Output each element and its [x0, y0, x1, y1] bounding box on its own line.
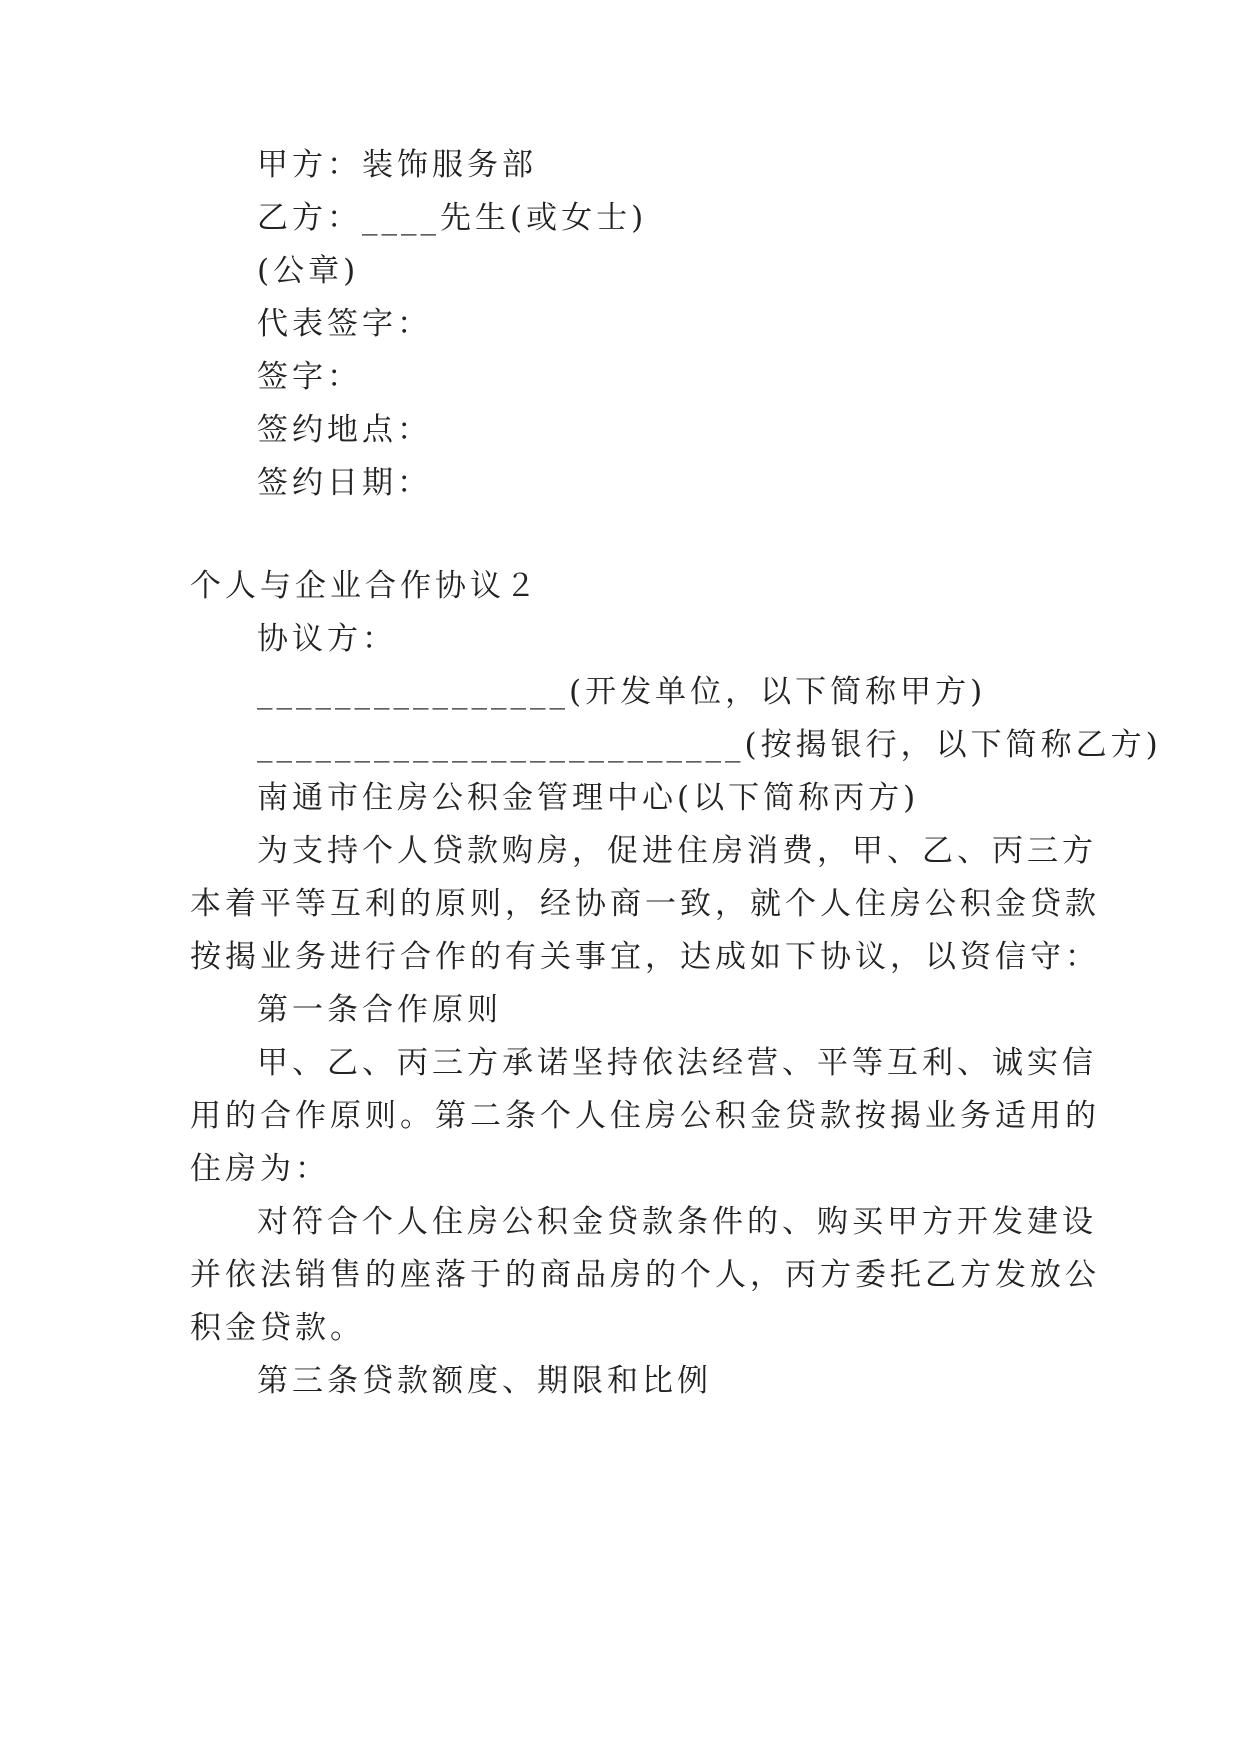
- article-2-line: 积金贷款。: [190, 1310, 365, 1346]
- representative-signature-line: 代表签字：: [257, 306, 432, 342]
- agreement-title: 个人与企业合作协议２: [190, 568, 540, 604]
- signing-place-line: 签约地点：: [257, 412, 432, 448]
- article-2-line: 并依法销售的座落于的商品房的个人，丙方委托乙方发放公: [190, 1257, 1100, 1293]
- signature-line: 签字：: [257, 359, 362, 395]
- parties-label: 协议方：: [257, 621, 397, 657]
- seal-line: (公章): [257, 253, 360, 289]
- intro-line: 本着平等互利的原则，经协商一致，就个人住房公积金贷款: [190, 886, 1100, 922]
- article-3-title: 第三条贷款额度、期限和比例: [257, 1363, 712, 1399]
- party-a-signature-line: 甲方：装饰服务部: [257, 147, 537, 183]
- article-1-title: 第一条合作原则: [257, 992, 502, 1028]
- party-b-definition: _________________________(按揭银行，以下简称乙方): [257, 727, 1162, 763]
- intro-line: 按揭业务进行合作的有关事宜，达成如下协议，以资信守：: [190, 939, 1100, 975]
- intro-line: 为支持个人贷款购房，促进住房消费，甲、乙、丙三方: [257, 833, 1097, 869]
- signing-date-line: 签约日期：: [257, 465, 432, 501]
- article-1-line: 住房为：: [190, 1151, 330, 1187]
- party-b-signature-line: 乙方：____先生(或女士): [257, 200, 648, 236]
- article-2-line: 对符合个人住房公积金贷款条件的、购买甲方开发建设: [257, 1204, 1097, 1240]
- article-1-line: 用的合作原则。第二条个人住房公积金贷款按揭业务适用的: [190, 1098, 1100, 1134]
- article-1-line: 甲、乙、丙三方承诺坚持依法经营、平等互利、诚实信: [257, 1045, 1097, 1081]
- party-c-definition: 南通市住房公积金管理中心(以下简称丙方): [257, 780, 920, 816]
- party-a-definition: ________________(开发单位，以下简称甲方): [257, 674, 987, 710]
